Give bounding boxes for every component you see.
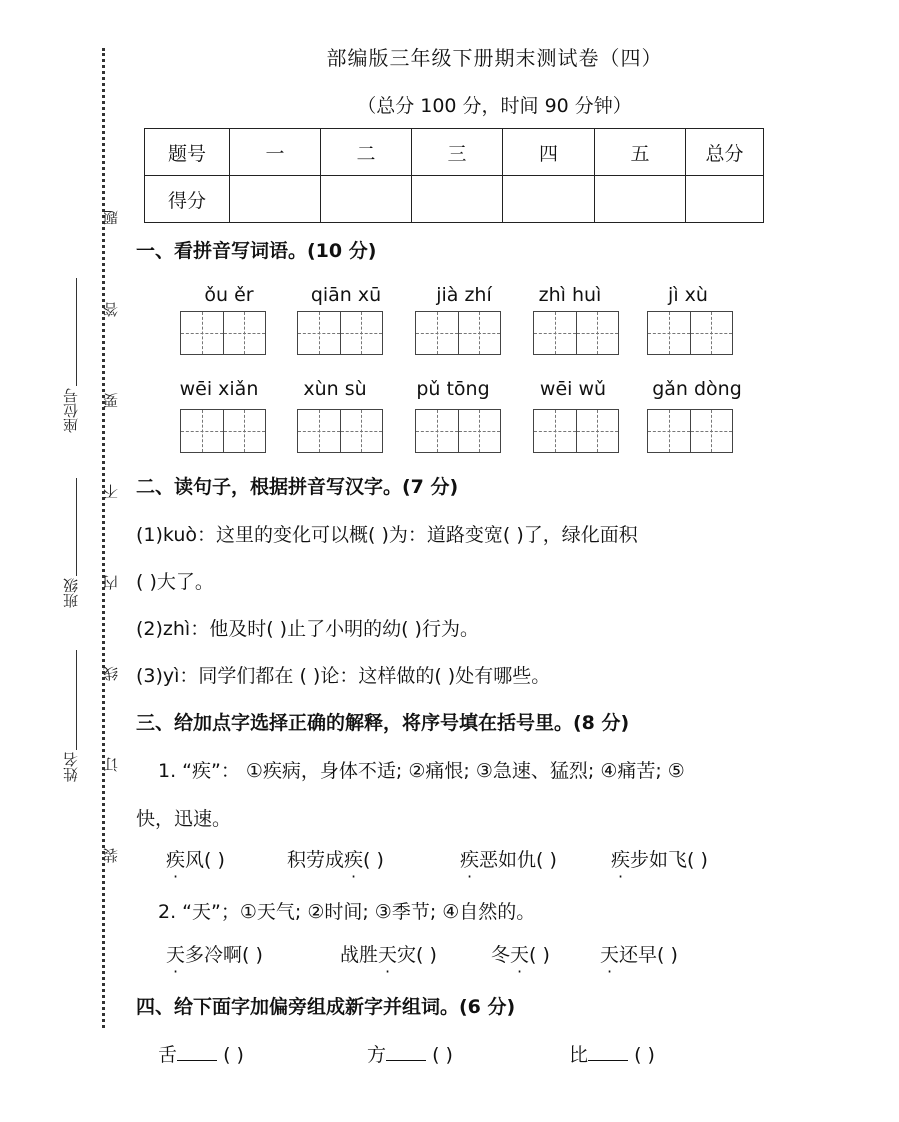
writing-grid[interactable] [647, 409, 733, 453]
binding-char: 要 [102, 393, 120, 408]
binding-char: 线 [102, 666, 120, 681]
binding-char: 内 [102, 575, 120, 590]
answer-blank[interactable] [386, 1042, 426, 1061]
dot-word-item: 疾恶如仇( ) [460, 845, 557, 872]
binding-dotted-line [102, 48, 105, 1028]
answer-blank[interactable] [588, 1042, 628, 1061]
score-cell[interactable] [686, 176, 764, 223]
score-row-label: 得分 [145, 176, 230, 223]
binding-char: 装 [102, 848, 120, 863]
score-header: 一 [230, 129, 321, 176]
section1-heading: 一、看拼音写词语。(10 分) [136, 240, 377, 262]
seat-label: 座位号 [62, 388, 80, 433]
question-line: 2. “天”；①天气; ②时间; ③季节; ④自然的。 [158, 901, 536, 923]
score-cell[interactable] [321, 176, 412, 223]
dot-word-item: 疾风( ) [166, 845, 225, 872]
score-cell[interactable] [230, 176, 321, 223]
writing-grid[interactable] [415, 409, 501, 453]
section2-heading: 二、读句子，根据拼音写汉字。(7 分) [136, 476, 459, 498]
question-line: (2)zhì：他及时( )止了小明的幼( )行为。 [136, 618, 479, 640]
dotted-char: 疾 [344, 849, 364, 871]
answer-blank[interactable] [177, 1042, 217, 1061]
class-line[interactable] [76, 478, 77, 576]
score-header: 三 [412, 129, 503, 176]
question-line: 1. “疾”： ①疾病，身体不适; ②痛恨; ③急速、猛烈; ④痛苦; ⑤ [158, 760, 685, 782]
writing-grid[interactable] [415, 311, 501, 355]
binding-char: 不 [102, 484, 120, 499]
section4-heading: 四、给下面字加偏旁组成新字并组词。(6 分) [136, 996, 516, 1018]
dot-word-item: 天还早( ) [600, 940, 678, 967]
writing-grid[interactable] [533, 311, 619, 355]
name-line[interactable] [76, 650, 77, 750]
pinyin: gǎn dòng [652, 378, 742, 400]
pinyin: jì xù [668, 284, 708, 306]
pinyin: zhì huì [538, 284, 602, 306]
writing-grid[interactable] [180, 409, 266, 453]
dotted-char: 天 [166, 944, 186, 966]
score-table [144, 128, 764, 223]
binding-char: 答 [102, 302, 120, 317]
pinyin: wēi xiǎn [179, 378, 259, 400]
score-cell[interactable] [412, 176, 503, 223]
pinyin: wēi wǔ [539, 378, 607, 400]
score-header: 总分 [686, 129, 764, 176]
question-line: ( )大了。 [136, 571, 214, 593]
question-line: (1)kuò：这里的变化可以概( )为：道路变宽( )了，绿化面积 [136, 524, 638, 546]
writing-grid[interactable] [533, 409, 619, 453]
pinyin: qiān xū [310, 284, 382, 306]
dotted-char: 天 [510, 944, 530, 966]
dotted-char: 疾 [166, 849, 186, 871]
question-line: (3)yì：同学们都在 ( )论：这样做的( )处有哪些。 [136, 665, 551, 687]
pinyin: jià zhí [436, 284, 492, 306]
pinyin: ǒu ěr [204, 284, 254, 306]
binding-char: 订 [102, 757, 120, 772]
binding-char: 题 [102, 210, 120, 225]
writing-grid[interactable] [297, 311, 383, 355]
dotted-char: 疾 [611, 849, 631, 871]
score-header: 题号 [145, 129, 230, 176]
writing-grid[interactable] [297, 409, 383, 453]
class-label: 班级 [62, 578, 80, 608]
score-header: 五 [595, 129, 686, 176]
score-header: 二 [321, 129, 412, 176]
dotted-char: 疾 [460, 849, 480, 871]
dot-word-item: 天多冷啊( ) [166, 940, 263, 967]
score-cell[interactable] [595, 176, 686, 223]
pinyin: pǔ tōng [416, 378, 490, 400]
radical-item: 方 ( ) [367, 1044, 453, 1066]
name-label: 姓名 [62, 752, 80, 782]
dot-word-item: 冬天( ) [491, 940, 550, 967]
seat-line[interactable] [76, 278, 77, 386]
writing-grid[interactable] [647, 311, 733, 355]
radical-item: 比 ( ) [569, 1044, 655, 1066]
dotted-char: 天 [378, 944, 398, 966]
pinyin: xùn sù [303, 378, 367, 400]
score-cell[interactable] [503, 176, 595, 223]
question-line: 快，迅速。 [136, 808, 232, 830]
dot-word-item: 积劳成疾( ) [287, 845, 384, 872]
dot-word-item: 疾步如飞( ) [611, 845, 708, 872]
radical-item: 舌 ( ) [158, 1044, 244, 1066]
dot-word-item: 战胜天灾( ) [340, 940, 437, 967]
dotted-char: 天 [600, 944, 620, 966]
page-title: 部编版三年级下册期末测试卷（四） [326, 46, 663, 70]
writing-grid[interactable] [180, 311, 266, 355]
section3-heading: 三、给加点字选择正确的解释，将序号填在括号里。(8 分) [136, 712, 630, 734]
score-header: 四 [503, 129, 595, 176]
page-subtitle: （总分 100 分，时间 90 分钟） [357, 95, 632, 117]
